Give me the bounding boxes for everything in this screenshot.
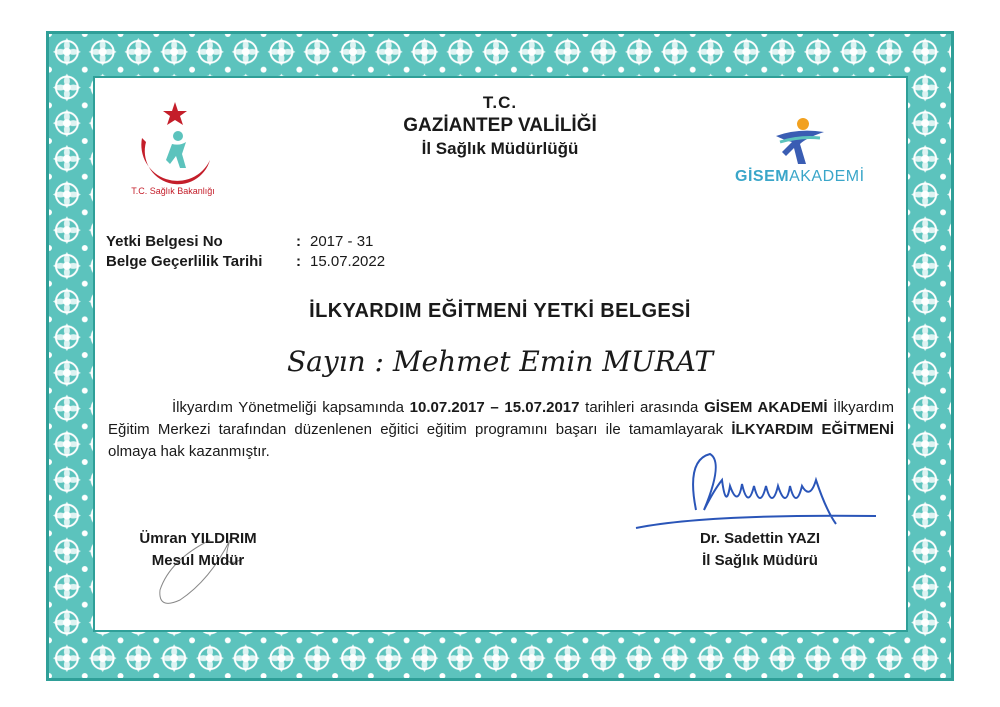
cert-number-row [106,232,385,252]
ministry-logo-caption: T.C. Sağlık Bakanlığı [131,186,215,196]
issuer-header [0,92,1000,161]
header-line-1: T.C. [482,93,518,112]
statement-role: İLKYARDIM EĞİTMENİ [731,421,894,438]
left-signatory [118,528,278,572]
gisem-brand-bold: GİSEM [735,168,790,185]
statement-part-2: tarihleri arasında [579,399,705,416]
gisem-brand-light: AKADEMİ [789,168,865,185]
statement-org: GİSEM AKADEMİ [704,399,828,416]
validity-row [106,252,385,272]
certificate-title: İLKYARDIM EĞİTMENİ YETKİ BELGESİ [309,300,691,322]
left-signatory-title: Mesul Müdür [151,552,245,569]
statement-dates: 10.07.2017 – 15.07.2017 [409,399,580,416]
validity-label: Belge Geçerlilik Tarihi [106,253,263,270]
left-signatory-name: Ümran YILDIRIM [139,530,257,547]
recipient-name: Sayın : Mehmet Emin MURAT [286,345,714,378]
header-line-2: GAZİANTEP VALİLİĞİ [403,115,597,136]
gisem-brand-text [735,168,865,186]
validity-colon: : [296,253,301,270]
right-signatory-name: Dr. Sadettin YAZI [699,530,821,547]
statement-part-1: İlkyardım Yönetmeliği kapsamında [172,399,410,416]
cert-number-colon: : [296,233,301,250]
certificate-meta [106,232,385,272]
right-signatory-title: İl Sağlık Müdürü [702,552,818,569]
header-line-3: İl Sağlık Müdürlüğü [421,139,579,158]
cert-number-label: Yetki Belgesi No [106,233,223,250]
validity-value: 15.07.2022 [310,253,386,270]
cert-number-value: 2017 - 31 [310,233,374,250]
statement-part-3: İlkyardım Eğitim Merkezi tarafından düzenlenen eğitici eğitim programını başarı ile tamamlayarak [108,399,895,438]
right-signatory [670,528,850,572]
statement-part-4: olmaya hak kazanmıştır. [108,443,270,460]
